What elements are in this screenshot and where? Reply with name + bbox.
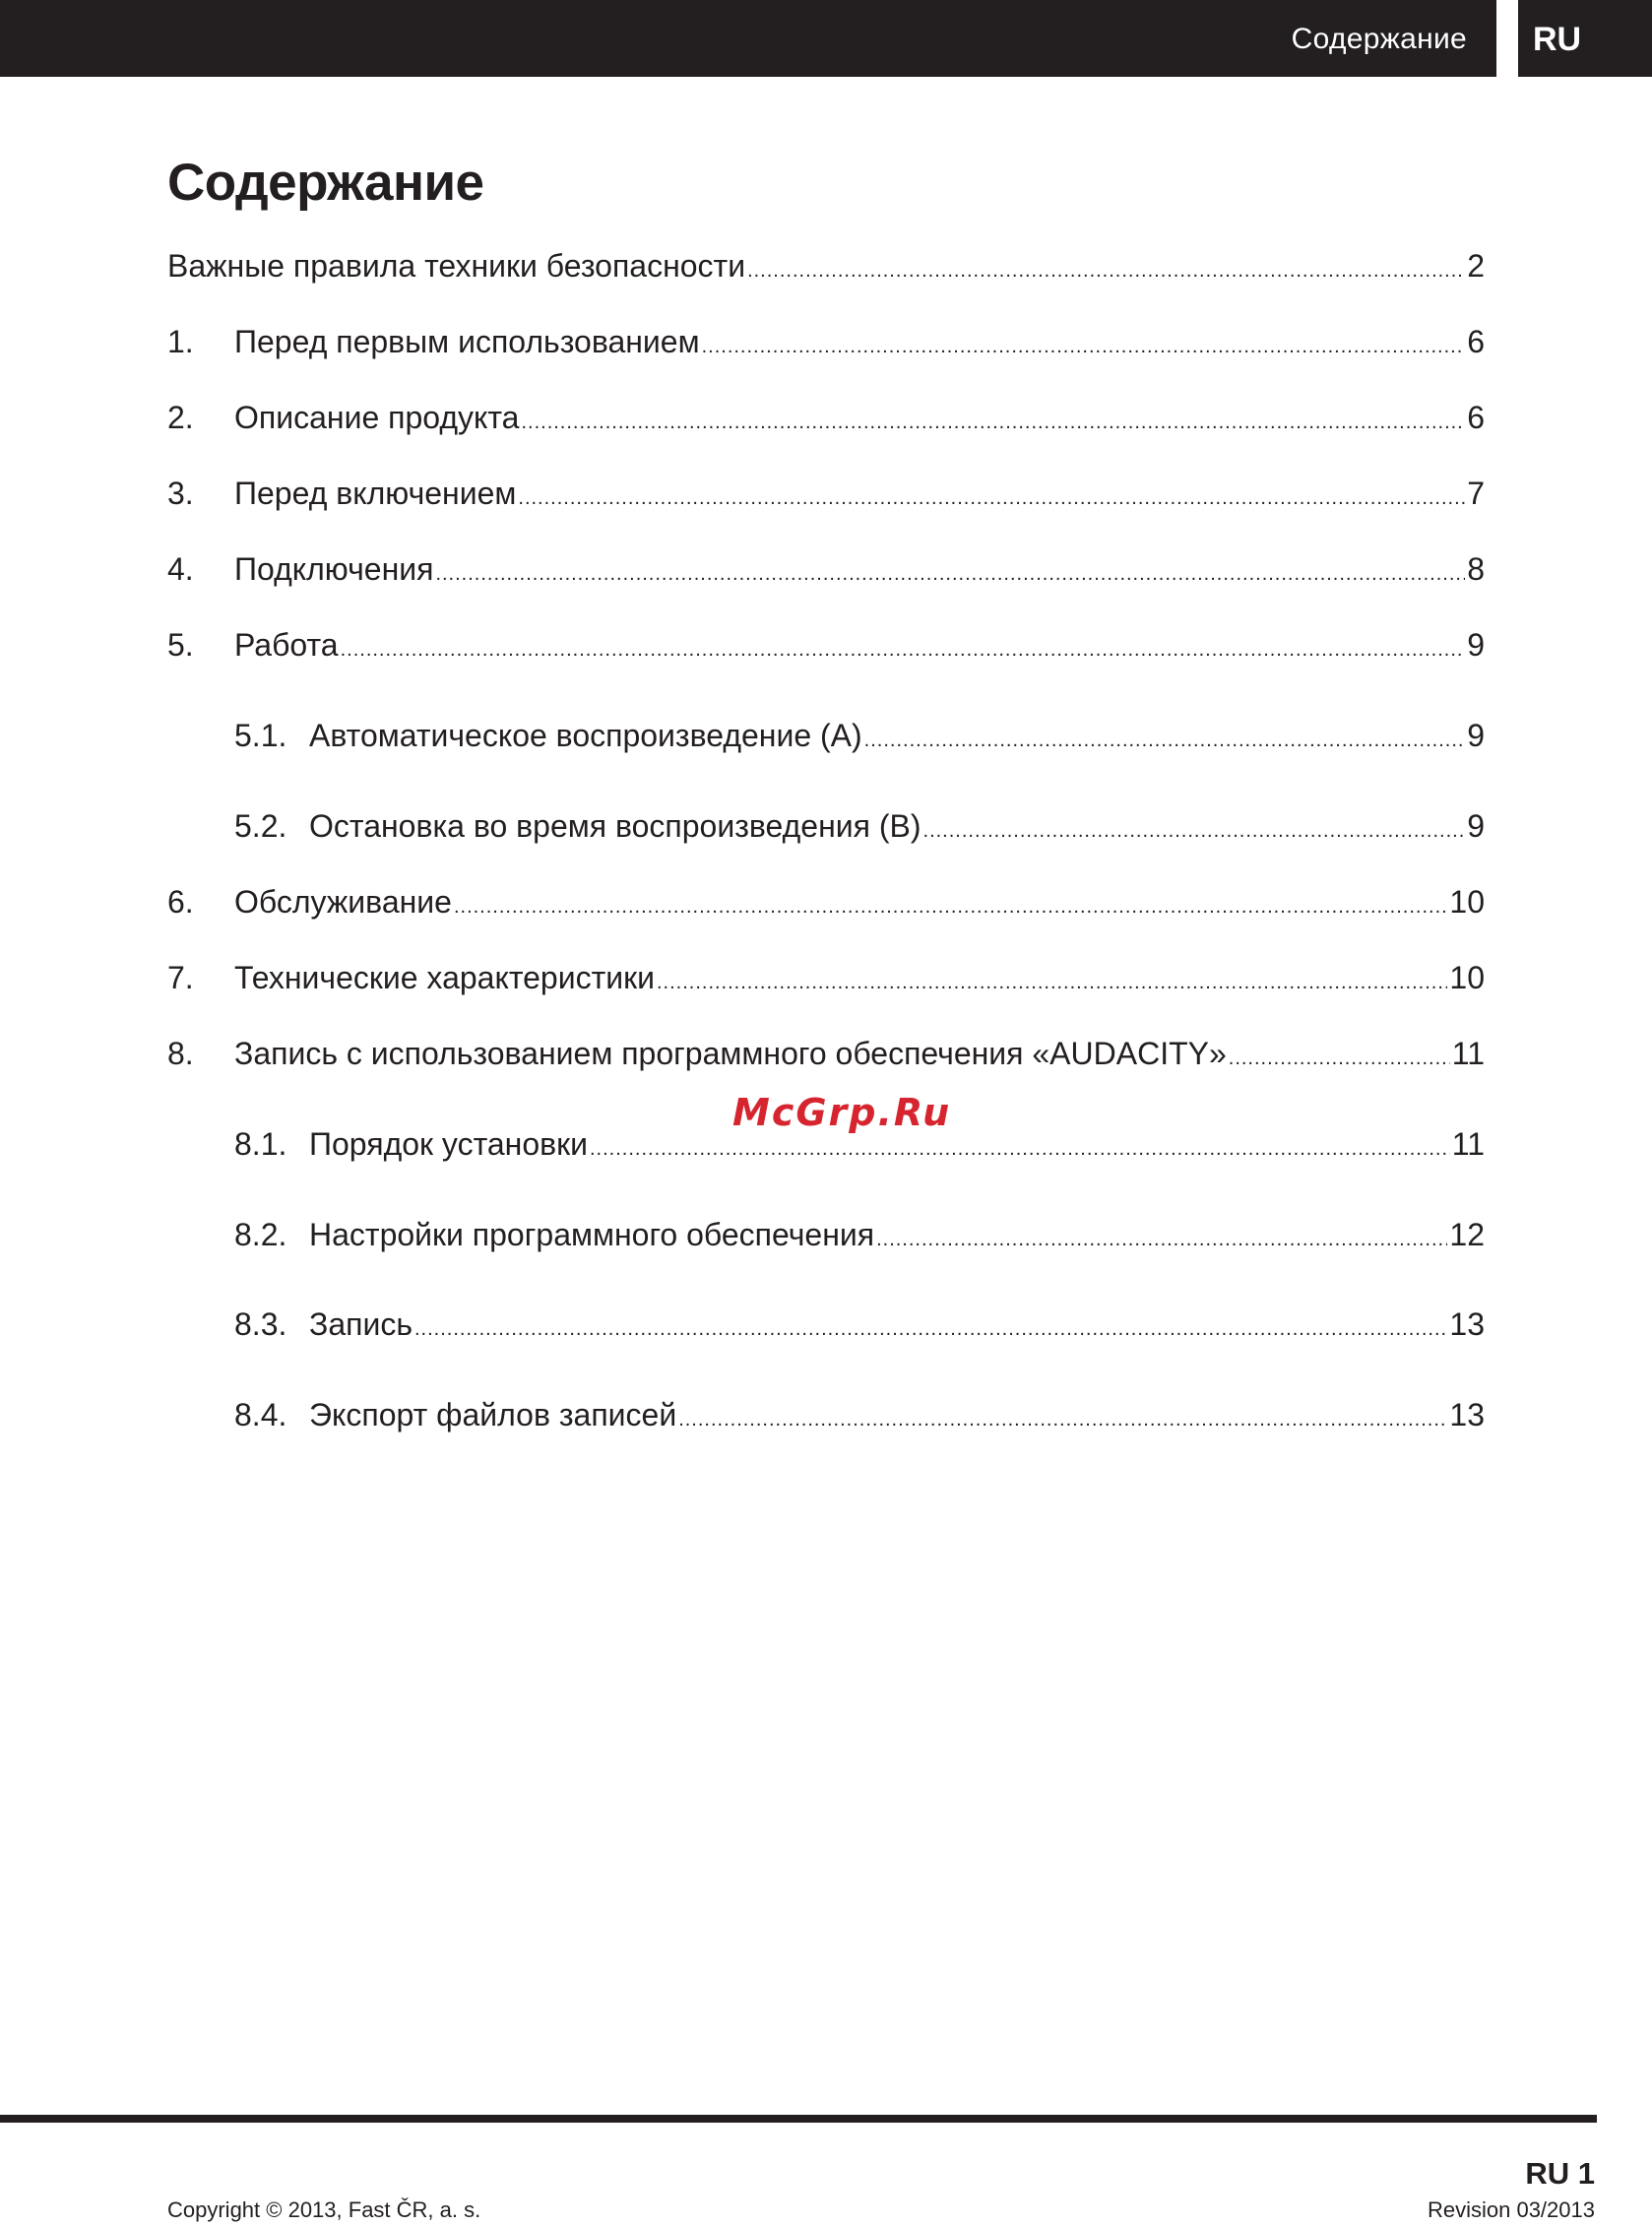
toc-leader-dots [590, 1138, 1450, 1161]
toc-entry-8-2[interactable] [234, 1217, 1485, 1260]
toc-entry-8-3[interactable] [234, 1306, 1485, 1350]
toc-entry-label: Запись [309, 1306, 413, 1342]
toc-entry-number: 5.1. [234, 718, 287, 753]
toc-leader-dots [678, 1409, 1447, 1432]
watermark: McGrp.Ru [732, 1091, 952, 1134]
toc-leader-dots [341, 639, 1466, 662]
toc-entry-page: 8 [1467, 551, 1485, 587]
toc-entry-number: 4. [167, 551, 194, 587]
toc-entry-page: 9 [1467, 627, 1485, 663]
toc-entry-page: 2 [1467, 248, 1485, 284]
toc-leader-dots [747, 260, 1465, 283]
toc-leader-dots [702, 336, 1466, 358]
language-tab [1518, 0, 1652, 77]
toc-entry-number: 3. [167, 476, 194, 511]
footer-page-number: RU 1 [1525, 2156, 1595, 2191]
toc-entry-page: 12 [1449, 1217, 1485, 1252]
toc-entry-label: Работа [234, 627, 339, 663]
toc-entry-1[interactable] [167, 324, 1485, 367]
toc-entry-page: 9 [1467, 808, 1485, 844]
toc-entry-page: 6 [1467, 400, 1485, 435]
toc-entry-number: 5.2. [234, 808, 287, 844]
footer-copyright: Copyright © 2013, Fast ČR, a. s. [167, 2197, 481, 2222]
toc-leader-dots [1229, 1048, 1450, 1070]
toc-entry-4[interactable] [167, 551, 1485, 595]
toc-entry-number: 6. [167, 884, 194, 920]
header-section-title: Содержание [1291, 23, 1467, 55]
toc-entry-label: Порядок установки [309, 1126, 588, 1162]
toc-leader-dots [518, 487, 1465, 510]
toc-entry-page: 11 [1451, 1036, 1485, 1071]
toc-entry-2[interactable] [167, 400, 1485, 443]
toc-entry-label: Экспорт файлов записей [309, 1397, 677, 1432]
toc-entry-7[interactable] [167, 960, 1485, 1003]
toc-entry-number: 8. [167, 1036, 194, 1071]
footer-rule [0, 2115, 1597, 2123]
toc-leader-dots [521, 412, 1465, 434]
toc-leader-dots [454, 896, 1447, 919]
toc-entry-number: 8.4. [234, 1397, 287, 1432]
toc-leader-dots [657, 972, 1447, 994]
toc-entry-number: 8.1. [234, 1126, 287, 1162]
toc-leader-dots [864, 730, 1466, 752]
toc-entry-5-2[interactable] [234, 808, 1485, 852]
toc-entry-safety-rules[interactable] [167, 248, 1485, 291]
toc-entry-number: 8.2. [234, 1217, 287, 1252]
toc-entry-label: Настройки программного обеспечения [309, 1217, 875, 1252]
toc-entry-page: 13 [1449, 1397, 1485, 1432]
page-title: Содержание [167, 154, 484, 212]
toc-entry-label: Важные правила техники безопасности [167, 248, 746, 284]
toc-entry-label: Подключения [234, 551, 434, 587]
toc-entry-label: Перед включением [234, 476, 517, 511]
toc-entry-label: Запись с использованием программного обеспечения «AUDACITY» [234, 1036, 1227, 1071]
toc-entry-8[interactable] [167, 1036, 1485, 1079]
toc-entry-3[interactable] [167, 476, 1485, 519]
toc-entry-page: 6 [1467, 324, 1485, 359]
toc-entry-8-4[interactable] [234, 1397, 1485, 1440]
toc-entry-number: 8.3. [234, 1306, 287, 1342]
toc-leader-dots [435, 563, 1465, 586]
toc-entry-number: 1. [167, 324, 194, 359]
toc-entry-label: Автоматическое воспроизведение (A) [309, 718, 862, 753]
toc-leader-dots [923, 820, 1466, 843]
toc-entry-page: 7 [1467, 476, 1485, 511]
toc-entry-page: 9 [1467, 718, 1485, 753]
toc-entry-number: 5. [167, 627, 194, 663]
language-code: RU [1533, 21, 1582, 58]
toc-entry-6[interactable] [167, 884, 1485, 927]
toc-entry-number: 7. [167, 960, 194, 995]
toc-entry-label: Технические характеристики [234, 960, 655, 995]
toc-entry-label: Описание продукта [234, 400, 520, 435]
toc-leader-dots [414, 1318, 1447, 1341]
footer-revision: Revision 03/2013 [1427, 2197, 1595, 2222]
toc-entry-page: 10 [1449, 884, 1485, 920]
toc-entry-label: Остановка во время воспроизведения (B) [309, 808, 921, 844]
table-of-contents [167, 0, 1485, 1477]
toc-entry-number: 2. [167, 400, 194, 435]
toc-entry-label: Обслуживание [234, 884, 452, 920]
toc-leader-dots [876, 1229, 1447, 1251]
toc-entry-page: 10 [1449, 960, 1485, 995]
toc-entry-page: 13 [1449, 1306, 1485, 1342]
toc-entry-label: Перед первым использованием [234, 324, 700, 359]
toc-entry-page: 11 [1451, 1126, 1485, 1162]
toc-entry-5[interactable] [167, 627, 1485, 670]
toc-entry-5-1[interactable] [234, 718, 1485, 761]
